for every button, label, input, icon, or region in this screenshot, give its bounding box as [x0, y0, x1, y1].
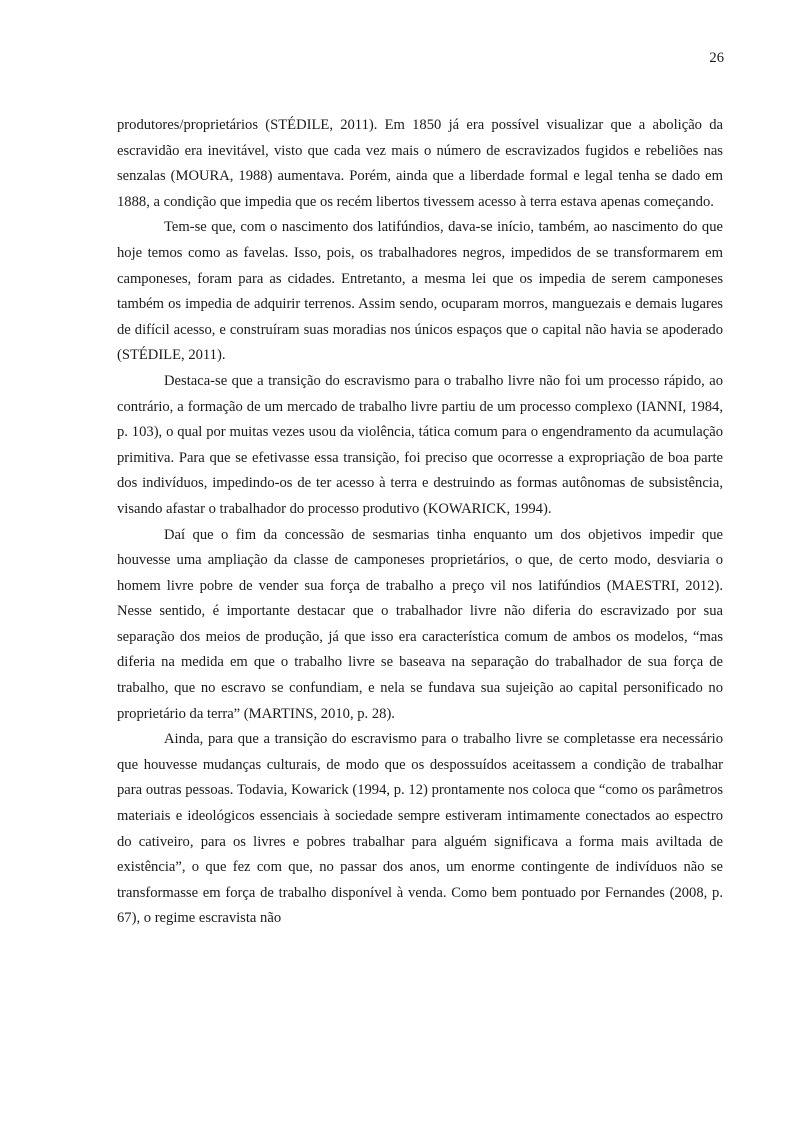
paragraph-continuation: produtores/proprietários (STÉDILE, 2011). Em 1850 já era possível visualizar que a abolição da escravidão era inevitável, visto que cada vez mais o número de escravizados fugidos e rebeliões nas senzalas (MOURA, 1988) aumentava. Porém, ainda que a liberdade formal e legal tenha se dado em 1888, a condição que impedia que os recém libertos tivessem acesso à terra estava apenas começando. — [117, 117, 723, 210]
body-text — [117, 113, 723, 932]
paragraph-transicao: Destaca-se que a transição do escravismo para o trabalho livre não foi um processo rápido, ao contrário, a formação de um mercado de trabalho livre partiu de um processo complexo (IANNI, 1984, p. 103), o qual por muitas vezes usou da violência, tática comum para o engendramento da acumulação primitiva. Para que se efetivasse essa transição, foi preciso que ocorresse a expropriação de boa parte dos indivíduos, impedindo-os de ter acesso à terra e destruindo as formas autônomas de subsistência, visando afastar o trabalhador do processo produtivo (KOWARICK, 1994). — [117, 372, 723, 517]
paragraph-favelas: Tem-se que, com o nascimento dos latifúndios, dava-se início, também, ao nascimento do que hoje temos como as favelas. Isso, pois, os trabalhadores negros, impedidos de se transformarem em camponeses, foram para as cidades. Entretanto, a mesma lei que os impedia de serem camponeses também os impedia de adquirir terrenos. Assim sendo, ocuparam morros, manguezais e demais lugares de difícil acesso, e construíram suas moradias nos únicos espaços que o capital não havia se apoderado (STÉDILE, 2011). — [117, 219, 723, 364]
paragraph-mudancas-culturais: Ainda, para que a transição do escravismo para o trabalho livre se completasse era necessário que houvesse mudanças culturais, de modo que os despossuídos aceitassem a condição de trabalhar para outras pessoas. Todavia, Kowarick (1994, p. 12) prontamente nos coloca que “como os parâmetros materiais e ideológicos essenciais à sociedade sempre estiveram intimamente conectados ao espectro do cativeiro, para os livres e pobres trabalhar para alguém significava a forma mais aviltada de existência”, o que fez com que, no passar dos anos, um enorme contingente de indivíduos não se transformasse em força de trabalho disponível à venda. Como bem pontuado por Fernandes (2008, p. 67), o regime escravista não — [117, 731, 723, 927]
page-number: 26 — [709, 50, 724, 66]
paragraph-sesmarias: Daí que o fim da concessão de sesmarias tinha enquanto um dos objetivos impedir que houvesse uma ampliação da classe de camponeses proprietários, o que, de certo modo, desviaria o homem livre pobre de vender sua força de trabalho a preço vil nos latifúndios (MAESTRI, 2012). Nesse sentido, é importante destacar que o trabalhador livre não diferia do escravizado por sua separação dos meios de produção, já que isso era característica comum de ambos os modelos, “mas diferia na medida em que o trabalho livre se baseava na separação do trabalhador de sua força de trabalho, que no escravo se confundiam, e nela se fundava sua sujeição ao capital personificado no proprietário da terra” (MARTINS, 2010, p. 28). — [117, 526, 723, 722]
